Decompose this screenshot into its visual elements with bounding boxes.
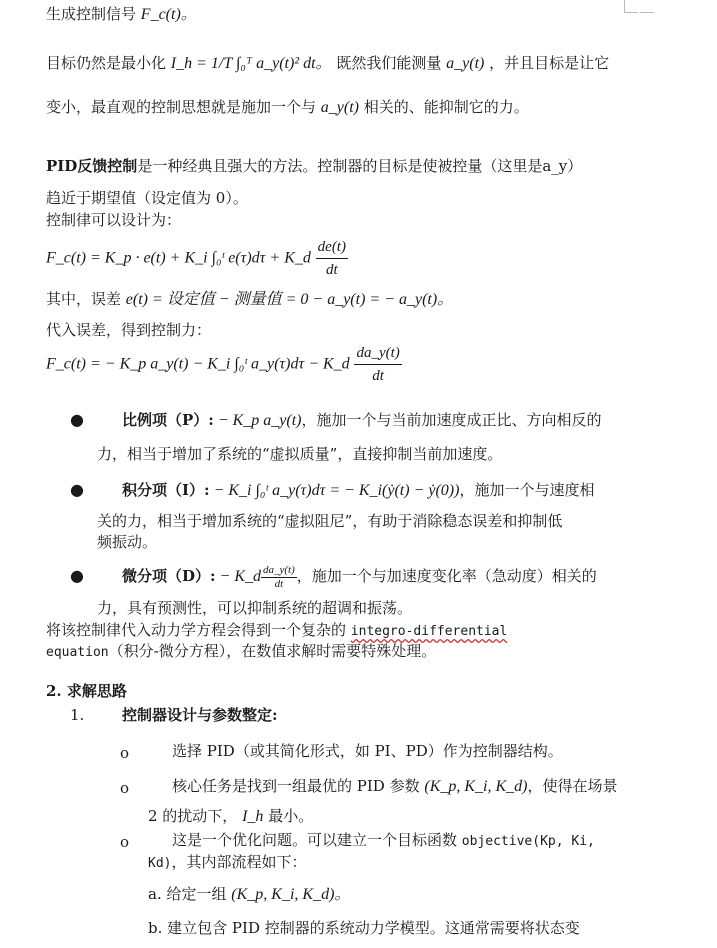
- text: 变小，最直观的控制思想就是施加一个与: [46, 98, 317, 116]
- math-expression: (K_p, K_i, K_d): [424, 778, 528, 795]
- fraction-numerator: da_y(t): [354, 342, 401, 365]
- text: 既然我们能测量: [336, 54, 442, 72]
- text-line: [122, 410, 602, 431]
- text: 目标仍然是最小化: [46, 54, 167, 72]
- equation: [46, 236, 348, 281]
- fraction: [354, 342, 401, 387]
- fraction-numerator: de(t): [316, 236, 348, 259]
- text-line: [122, 558, 597, 595]
- text-line: [172, 741, 563, 761]
- bold-term: 比例项（P）:: [122, 411, 214, 429]
- fraction: [316, 236, 348, 281]
- bullet-icon: ●: [70, 566, 84, 585]
- code-term: Kd): [148, 856, 172, 871]
- text-line: [46, 289, 453, 310]
- text-line: [97, 511, 562, 531]
- bold-term: 积分项（I）:: [122, 481, 210, 499]
- code-term: equation: [46, 645, 109, 660]
- text: 核心任务是找到一组最优的 PID 参数: [172, 777, 420, 795]
- fraction-denominator: dt: [325, 262, 338, 278]
- sub-bullet-icon: o: [120, 779, 130, 797]
- math-expression: I_h = 1/T ∫₀ᵀ a_y(t)² dt。: [170, 55, 332, 72]
- text-line: [46, 320, 211, 340]
- text: ，并且目标是让它: [489, 54, 610, 72]
- section-heading: [46, 681, 127, 701]
- math-expression: F_c(t) = K_p · e(t) + K_i ∫₀ᵗ e(τ)dτ + K_d: [46, 249, 311, 267]
- text: 相关的、能抑制它的力。: [363, 98, 529, 116]
- text-line: [46, 156, 582, 176]
- math-expression: I_h: [242, 808, 264, 825]
- text-line: [148, 884, 350, 905]
- text: 最小。: [268, 807, 314, 825]
- text-line: [172, 776, 618, 797]
- text: ，其内部流程如下：: [171, 853, 307, 871]
- text: ，施加一个与加速度变化率（急动度）相关的: [296, 567, 597, 585]
- bold-term: 微分项（D）:: [122, 567, 216, 585]
- code-term: objective(Kp, Ki,: [461, 834, 595, 849]
- text: ，施加一个与速度相: [459, 481, 595, 499]
- math-expression: − K_d: [215, 568, 262, 585]
- text-line: [46, 620, 507, 642]
- text: 将该控制律代入动力学方程会得到一个复杂的: [46, 621, 347, 639]
- text-line: [46, 641, 436, 663]
- math-expression: F_c(t)。: [140, 6, 197, 23]
- code-term: integro-differential: [350, 624, 508, 639]
- text: 生成控制信号: [46, 5, 137, 23]
- list-label: b.: [148, 919, 163, 937]
- text: 控制律可以设计为：: [46, 211, 182, 229]
- text: 选择 PID（或其简化形式，如 PI、PD）作为控制器结构。: [172, 742, 563, 760]
- math-expression: − K_p a_y(t): [213, 412, 302, 429]
- text: ，使得在场景: [527, 777, 618, 795]
- text: 力，相当于增加了系统的“虚拟质量”，直接抑制当前加速度。: [97, 445, 503, 463]
- text-line: [148, 918, 580, 938]
- text-line: [122, 480, 594, 501]
- bold-term: PID反馈控制: [46, 157, 138, 175]
- math-expression: F_c(t) = − K_p a_y(t) − K_i ∫₀ᵗ a_y(τ)dτ − K_d: [46, 355, 350, 373]
- sub-bullet-icon: o: [120, 744, 130, 762]
- math-expression: (K_p, K_i, K_d)。: [231, 886, 351, 903]
- text: 力，具有预测性，可以抑制系统的超调和振荡。: [97, 599, 413, 617]
- text: 建立包含 PID 控制器的系统动力学模型。这通常需要将状态变: [167, 919, 580, 937]
- fraction-denominator: dt: [274, 577, 284, 590]
- equation: [46, 342, 402, 387]
- text: 2 的扰动下，: [148, 807, 238, 825]
- text-line: [172, 830, 595, 852]
- text: 趋近于期望值（设定值为 0）。: [46, 189, 248, 207]
- text: 频振动。: [97, 533, 158, 551]
- text-line: [97, 532, 157, 552]
- text: 关的力，相当于增加系统的“虚拟阻尼”，有助于消除稳态误差和抑制低: [97, 512, 563, 530]
- math-expression: a_y(t): [446, 55, 485, 72]
- fraction: [261, 564, 297, 591]
- heading-text: 2. 求解思路: [46, 682, 127, 700]
- margin-mark: [640, 12, 654, 13]
- text: （积分-微分方程），在数值求解时需要特殊处理。: [108, 642, 437, 660]
- text-line: [97, 444, 502, 464]
- text: 是一种经典且强大的方法。控制器的目标是使被控量（这里是a_y）: [137, 157, 583, 175]
- text-line: [148, 852, 307, 874]
- fraction-denominator: dt: [372, 368, 384, 384]
- text: 这是一个优化问题。可以建立一个目标函数: [172, 831, 458, 849]
- text-line: [46, 210, 181, 230]
- bullet-icon: ●: [70, 480, 84, 499]
- list-number: [70, 705, 84, 725]
- sub-bullet-icon: o: [120, 833, 130, 851]
- margin-mark: [624, 0, 625, 12]
- bullet-icon: ●: [70, 410, 84, 429]
- list-item-title: [122, 705, 278, 725]
- text-line: [46, 188, 248, 208]
- text: 其中，误差: [46, 290, 122, 308]
- text: 控制器设计与参数整定:: [122, 706, 278, 724]
- math-expression: − K_i ∫₀ᵗ a_y(τ)dτ = − K_i(ẏ(t) − ẏ(0)): [209, 482, 460, 499]
- math-expression: a_y(t): [320, 99, 359, 116]
- text: 1.: [70, 706, 85, 724]
- margin-mark: [624, 12, 638, 13]
- list-label: a.: [148, 885, 162, 903]
- text-line: [148, 806, 313, 827]
- text-line: [46, 97, 529, 118]
- text-line: [46, 53, 609, 74]
- text: ，施加一个与当前加速度成正比、方向相反的: [301, 411, 602, 429]
- text-line: [46, 4, 197, 25]
- math-expression: e(t) = 设定值 − 测量值 = 0 − a_y(t) = − a_y(t)。: [125, 291, 454, 308]
- text: 给定一组: [166, 885, 227, 903]
- text-line: [97, 598, 412, 618]
- text: 代入误差，得到控制力：: [46, 321, 212, 339]
- fraction-numerator: da_y(t): [263, 563, 295, 576]
